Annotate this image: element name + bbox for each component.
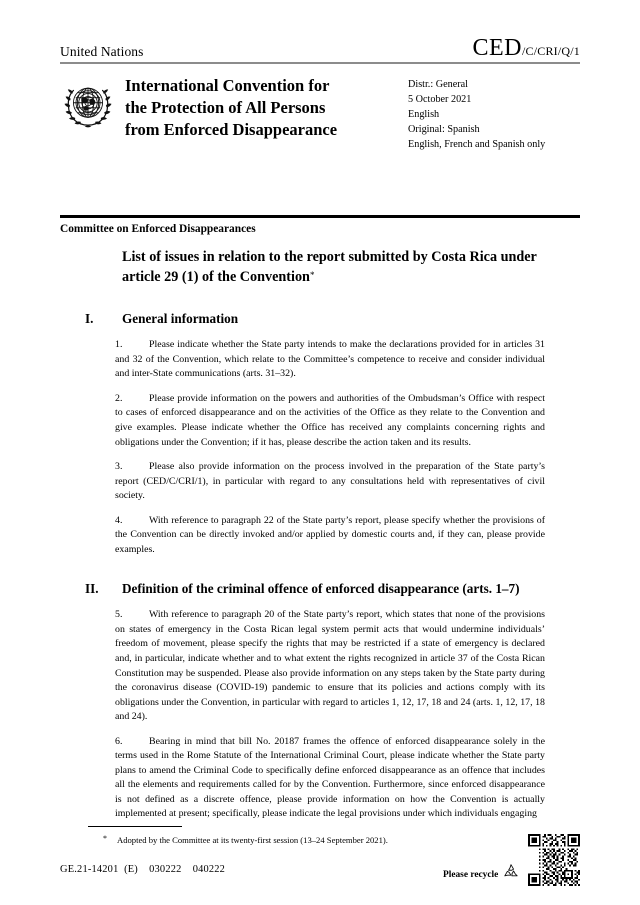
paragraph-text-1: Please indicate whether the State party intends to make the declarations provided for in articles 31 and 32 of the Convention, which relate to the Committee’s competence to receive and consider individual and inter-State communications (arts. 31–32). [115, 339, 545, 380]
footnote [103, 833, 523, 846]
recycle-label: Please recycle [443, 869, 499, 880]
distribution-block [408, 75, 580, 153]
paragraph-text-4: With reference to paragraph 22 of the State party’s report, please specify whether the provisions of the Convention can be directly invoked and/or applied by domestic courts and, if they can, please provide examples. [115, 514, 545, 555]
paragraph-4 [115, 514, 545, 558]
paragraph-1 [115, 338, 545, 382]
paragraph-text-6: Bearing in mind that bill No. 20187 frames the offence of enforced disappearance solely in the terms used in the Rome Statute of the International Criminal Court, please indicate whether the State party plans to amend the Criminal Code to specifically define enforced disappearance as an offence that includes all the elements and requirements called for by the Convention. Furthermore, since enforced disappearance is not defined as a discrete offence, please provide information on how the Convention is actually implemented at present; specifically, please indicate the legal provisions under which individuals engaging [115, 735, 545, 820]
page-title-text: List of issues in relation to the report submitted by Costa Rica under article 29 (1) of the Convention [122, 249, 537, 286]
footer-document-code: GE.21-14201 (E) 030222 040222 [60, 864, 226, 875]
paragraph-number-3: 3. [115, 461, 123, 473]
footnote-separator [88, 826, 182, 827]
paragraph-number-1: 1. [115, 339, 123, 351]
paragraph-number-5: 5. [115, 609, 123, 621]
document-symbol-suffix: /C/CRI/Q/1 [521, 44, 580, 58]
section-number-1: I. [85, 311, 94, 327]
document-symbol-main: CED [472, 35, 522, 61]
section-number-2: II. [85, 581, 99, 597]
paragraph-3 [115, 460, 545, 504]
distribution-date: 5 October 2021 [408, 93, 472, 105]
document-body [85, 247, 547, 822]
masthead [60, 36, 580, 153]
paragraph-number-4: 4. [115, 514, 123, 526]
section-title-2: Definition of the criminal offence of enforced disappearance (arts. 1–7) [122, 581, 520, 597]
title-footnote-marker: * [309, 270, 315, 281]
paragraph-text-3: Please also provide information on the process involved in the preparation of the State party’s report (CED/C/CRI/1), in particular with regard to any consultations held with representatives of civil society. [115, 461, 545, 502]
footnote-text: Adopted by the Committee at its twenty-first session (13–24 September 2021). [117, 835, 388, 845]
paragraph-5 [115, 608, 545, 724]
convention-title-line-1: International Convention for [125, 76, 330, 95]
document-symbol [472, 36, 580, 60]
recycle-icon [500, 862, 522, 887]
paragraph-text-5: With reference to paragraph 20 of the State party’s report, which states that none of the provisions on states of emergency in the Costa Rican legal system permit acts that would undermine individuals’ freedom of movement, please specify the rights that may be restricted if a state of emergency is declared and, in particular, indicate whether and to what extent the rights recognized in article 37 of the Costa Rican Constitution may be suspended. Please also provide information on any steps taken by the State party during the coronavirus disease (COVID-19) pandemic to ensure that its policies and actions comply with its obligations under the Convention, in particular with regard to articles 1, 12, 17, 18 and 24 (arts. 1, 12, 17, 18 and 24). [115, 609, 545, 723]
section-title-1: General information [122, 311, 239, 327]
paragraph-number-6: 6. [115, 735, 123, 747]
distribution-language: English [408, 108, 440, 120]
un-emblem-icon [60, 77, 116, 133]
masthead-rule [60, 62, 580, 64]
distribution-availability: English, French and Spanish only [408, 138, 546, 150]
paragraph-text-2: Please provide information on the powers and authorities of the Ombudsman’s Office with respect to cases of enforced disappearance and on the activities of the Office as they relate to the Convention and give examples. Please indicate whether the Office has received any complaints concerning rights and obligations under the Convention; if it has, please describe the action taken and its results. [115, 392, 545, 448]
paragraph-2 [115, 392, 545, 450]
convention-title [116, 75, 408, 141]
recycle-notice [443, 862, 522, 887]
paragraph-6 [115, 735, 545, 822]
section-heading-1 [85, 310, 547, 328]
masthead-body-row [60, 75, 580, 153]
convention-title-line-3: from Enforced Disappearance [125, 119, 338, 139]
paragraph-number-2: 2. [115, 392, 123, 404]
qr-code-icon [528, 834, 580, 886]
section-heading-2 [85, 580, 547, 598]
section-divider-rule [60, 215, 580, 218]
page-title [122, 247, 542, 287]
distribution-original: Original: Spanish [408, 123, 480, 135]
convention-title-line-2: the Protection of All Persons [125, 97, 326, 117]
masthead-top-row [60, 36, 580, 62]
committee-name: Committee on Enforced Disappearances [60, 223, 256, 235]
organization-name: United Nations [60, 44, 144, 59]
distribution-type: Distr.: General [408, 79, 468, 90]
footnote-marker: * [103, 834, 107, 843]
